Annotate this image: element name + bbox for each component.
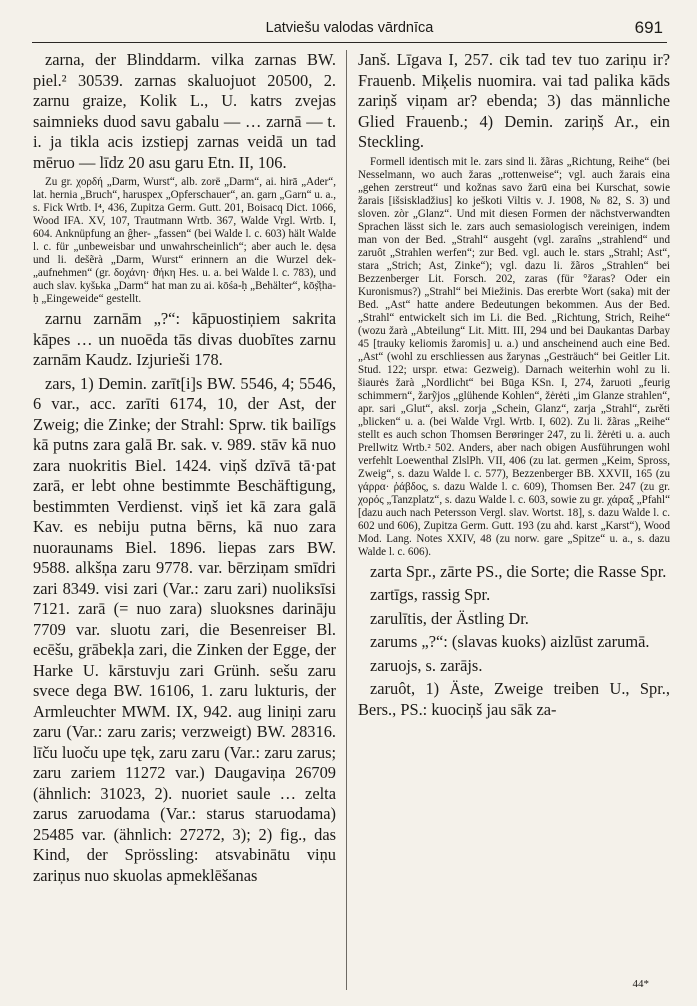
etymology-zarna: Zu gr. χορδή „Darm, Wurst“, alb. zorë „Darm“, ai. hirā „Ader“, lat. hernia „Bruch“, haruspex „Opferschauer“, an. garn „Garn“ u. a., s. Fick Wrtb. I⁴, 436, Zupitza Germ. Gutt. 201, Boisacq Dict. 1066, Wood IFA. XV, 107, Trautmann Wrtb. 367, Walde Vrgl. Wrtb. I, 604. Anknüpfung an ĝher- „fassen“ (bei Walde l. c. 603) hält Walde l. c. für „unbeweisbar und unwahrscheinlich“; aber auch le. dęsa und li. dešẽrà „Darm, Wurst“ erinnern an die Wurzel dek- „aufnehmen“ (gr. δοχάνη· ϑήκη Hes. u. a. bei Walde l. c. 783), und auch slav. kyšьka „Darm“ hat man zu ai. kōśa-ḥ „Behälter“, kōṣ̌ṭha-ḥ „Eingeweide“ gestellt. xyxy=(33,176,336,305)
entry-zartigs: zartīgs, rassig Spr. xyxy=(370,585,491,604)
page-number: 691 xyxy=(634,18,663,37)
signature-mark: 44* xyxy=(632,978,649,990)
entry-zaruojs: zaruojs, s. zarājs. xyxy=(370,655,483,675)
page-header xyxy=(36,14,663,44)
entry-zarna: zarna, der Blinddarm. vilka zarnas BW. piel.² 30539. zarnas skaluojuot 20500, 2. zarnu graize, Kolik L., U. katrs zvejas saimnieks duod savu gabalu — … zarnā — t. i. ja tikla acis izstiepj zarnas veidā un tad mēruo — līdz 20 asu garu Etn. II, 106. xyxy=(33,50,336,172)
entry-zaruot: zaruôt, 1) Äste, Zweige treiben U., Spr., Bers., PS.: kuociņš jau sāk za- xyxy=(358,679,670,719)
right-column xyxy=(358,50,670,723)
etymology-zars: Formell identisch mit le. zars sind li. žãras „Richtung, Reihe“ (bei Nesselmann, wo auch žaras „rottenweise“; vgl. auch žarais eina „gehen zerstreut“ und kožnas savo žarū eina bei Kurschat, sowie žarais [išsiskladžius] ko ješkoti Viltis v. J. 1908, № 82, S. 3) und sloven. zòr „Glanz“. Und mit diesen Formen der nächstverwandten Sprachen lässt sich le. zars auch semasiologisch vereinigen, indem man von der Bed. „Strahl“ ausgeht (vgl. zaraîns „strahlend“ und zaruôt „Strahlen werfen“; zur Bed. vgl. auch le. stars „Strahl; Ast“, stara „Strich; Ast, Zinke“); vgl. dazu li. žãros „Strahlen“ bei Bezzenberger Lit. Forsch. 202, zaras (für °žaras? Oder ein Kuronismus?) „Strahl“ bei Miežinis. Das ererbte Wort (saka) mit der Bed. „Ast“ hatte andere Bedeutungen bekommen. Aus der Bed. „Strahl“ entwickelt sich im Li. die Bed. „Richtung, Strich, Reihe“ (wozu žarà „Abteilung“ Lit. Mitt. III, 294 und bei Daukantas Darbay 45 [trauky keliomis žaromis] u. a.) und anscheinend auch eine Bed. „Ast“ (wohl zu erschliessen aus žarynas „Gesträuch“ bei Geitler Lit. Stud. 122; urspr. etwa: Gezweig). Darnach weiterhin wohl zu li. šiaurės žarà „Nordlicht“ bei Būga KSn. I, 274, žaruoti „feurig schimmern“, žarỹjos „glühende Kohlen“, žėrėti „im Glanze strahlen“, apr. sari „Glut“, aksl. zorja „Schein, Glanz“, zarja „Strahl“, zьrěti „blicken“ u. a. (bei Walde Vrgl. Wrtb. I, 602). Zu li. žãras „Reihe“ stellt es auch schon Thomsen Berøringer 247, zu li. žėrėti u. a. auch Prellwitz Wrtb.² 502. Anders, aber nach obigen Ausführungen wohl verfehlt Loewenthal ZlslPh. VII, 406 (zu lat. germen „Keim, Spross, Zweig“, s. dazu Walde l. c. 577), Bezzenberger BB. XXVII, 165 (zu γάρρα· ῥάβδος, s. dazu Walde l. c. 609), Thomsen Ber. 247 (zu gr. χορός „Tanzplatz“, s. dazu Walde l. c. 603, sowie zu gr. χάραξ „Pfahl“ [dazu auch nach Petersson Vergl. slav. Wortst. 18], s. dazu Walde l. c. 602 und 606), Zupitza Germ. Gutt. 193 (zu ahd. karst „Karst“), Wood Mod. Lang. Notes XXIV, 48 (zu norw. gare „Spitze“ u. a., s. dazu Walde l. c. 606). xyxy=(358,155,670,558)
left-column xyxy=(33,50,336,889)
entry-zars-continued: Janš. Līgava I, 257. cik tad tev tuo zariņu ir? Frauenb. Miķelis nuomira. vai tad palika kāds zariņš viņam ar? ebenda; 3) das männliche Glied Frauenb.; 4) Demin. zariņš Ar., ein Steckling. xyxy=(358,50,670,151)
header-rule xyxy=(32,42,667,43)
entry-zars: zars, 1) Demin. zarīt[i]s BW. 5546, 4; 5546, 6 var., acc. zarīti 6174, 10, der Ast, der Zweig; die Zinke; der Strahl: Sprw. tik bailīgs kā putns zara galā Br. sak. v. 989. stāv kā nuo zara nuokritis Biel. 1424. viņš dzīvā tā·pat zarā, er lebt ohne bestimmte Beschäftigung, bestimmten Verdienst. viņš iet kā zara galā Kav. es nebiju putna bērns, kā nuo zara nuoraunams Biel. 1896. liepas zars BW. 9588. alkšņa zaru 9778. var. bērziņam smīdri zari 8349. visi zari (Var.: zaru zari) nuoliksīsi 7121. zarā (= nuo zara) sluoksnes darināju 7709 var. sluotu zari, die Besenreiser Bl. ecēšu, grābekļa zari, die Zinken der Egge, der Harke U. kārstuvju zari Grünh. sešu zaru svece dega BW. 16106, 1. zaru lukturis, der Armleuchter MWM. IX, 942. aug liniņi zaru zaru (Var.: zaru zaris; verzweigt) BW. 28316. līču luoču upe tęk, zaru zaru (Var.: zaru zarus; zaru zariem 11272 var.) Daugaviņa 26709 (ähnlich: 31023, 2). nuoriet saule … zelta zarus zaruodama (Var.: starus staruodama) 25485 var. (ähnlich: 27272, 3); 2) fig., das Kind, der Sprössling: atsvabinātu viņu zariņus nuo skuolas apmeklēšanas xyxy=(33,373,336,885)
entry-zarnu-zarnam: zarnu zarnām „?“: kāpuostiņiem sakrita kāpes … un nuoēda tās divas duobītes zarnu zarnām Kaudz. Izjurieši 178. xyxy=(33,309,336,369)
entry-zarulitis: zarulītis, der Ästling Dr. xyxy=(370,608,529,628)
entry-zarums: zarums „?“: (slavas kuoks) aizlūst zarumā. xyxy=(370,632,650,651)
running-title: Latviešu valodas vārdnīca xyxy=(265,20,434,36)
entry-zarta: zarta Spr., zārte PS., die Sorte; die Rasse Spr. xyxy=(370,561,667,581)
column-divider xyxy=(346,50,347,990)
